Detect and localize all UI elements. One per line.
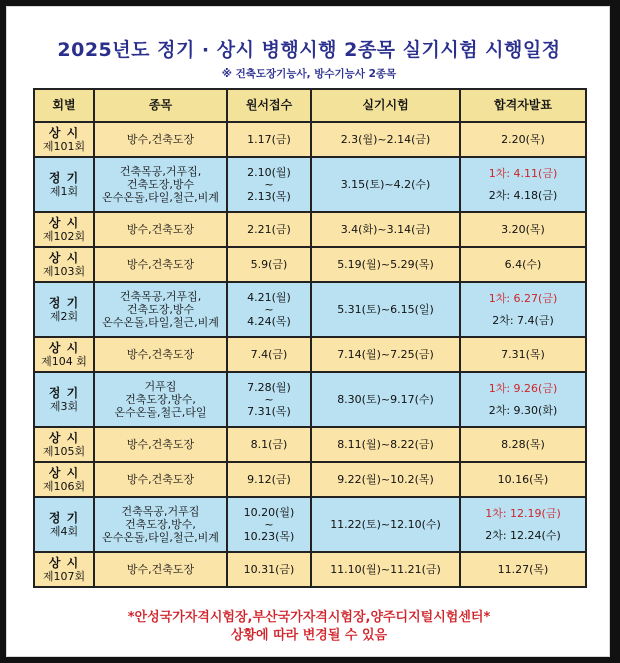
round-cell [34,212,94,247]
result-cell [460,372,586,427]
round-type: 정 기 [48,295,80,310]
subject-line: 온수온돌,타일,철근,비계 [102,191,219,204]
result-cell: 2.20(목) [460,122,586,157]
round-type: 상 시 [48,250,80,265]
exam-cell: 3.4(화)~3.14(금) [311,212,460,247]
round-type: 상 시 [48,465,80,480]
table-row [34,122,586,157]
subjects-cell [94,427,227,462]
table-row [34,337,586,372]
round-number: 제101회 [42,139,86,153]
result-cell [460,157,586,212]
second-result: 2차: 9.30(화) [488,404,558,417]
application-line: 10.20(월) [243,506,295,519]
subject-line: 방수,건축도장 [126,563,195,576]
table-row [34,462,586,497]
result-cell [460,497,586,552]
table-row [34,247,586,282]
page-title: 2025년도 정기 · 상시 병행시행 2종목 실기시험 시행일정 [57,39,561,61]
application-cell [227,337,311,372]
subjects-cell [94,157,227,212]
subject-line: 거푸집 [144,380,177,393]
exam-cell: 8.11(월)~8.22(금) [311,427,460,462]
subjects-cell [94,247,227,282]
first-result: 1차: 6.27(금) [488,292,558,305]
result-cell: 6.4(수) [460,247,586,282]
exam-cell: 8.30(토)~9.17(수) [311,372,460,427]
subjects-cell [94,122,227,157]
round-cell [34,337,94,372]
application-cell [227,462,311,497]
subject-line: 건축도장,방수 [126,303,195,316]
header-subjects: 종목 [94,89,227,122]
application-cell [227,122,311,157]
table-row [34,552,586,587]
application-line: 7.4(금) [250,348,288,361]
application-line: ~ [264,518,274,531]
subject-line: 건축도장,방수 [126,178,195,191]
application-line: 2.21(금) [247,223,291,236]
application-line: 10.31(금) [243,563,295,576]
application-line: 10.23(목) [243,530,295,543]
application-cell [227,282,311,337]
subject-line: 온수온돌,타일,철근,비계 [102,531,219,544]
round-number: 제2회 [49,309,79,323]
table-row [34,497,586,552]
header-round: 회별 [34,89,94,122]
application-line: 9.12(금) [247,473,291,486]
round-cell [34,247,94,282]
result-cell: 11.27(목) [460,552,586,587]
subjects-cell [94,282,227,337]
result-cell [460,282,586,337]
subjects-cell [94,212,227,247]
exam-cell: 2.3(월)~2.14(금) [311,122,460,157]
application-line: 7.31(목) [247,405,291,418]
round-cell [34,497,94,552]
schedule-table [33,88,587,588]
subject-line: 방수,건축도장 [126,438,195,451]
round-type: 상 시 [48,125,80,140]
first-result: 1차: 4.11(금) [488,167,558,180]
table-body [34,122,586,587]
subjects-cell [94,372,227,427]
round-number: 제1회 [49,184,79,198]
result-cell: 8.28(목) [460,427,586,462]
table-row [34,157,586,212]
application-cell [227,427,311,462]
round-cell [34,462,94,497]
second-result: 2차: 4.18(금) [488,189,558,202]
subject-line: 건축목공,거푸집 [121,505,200,518]
round-type: 상 시 [48,340,80,355]
first-result: 1차: 9.26(금) [488,382,558,395]
round-type: 정 기 [48,170,80,185]
application-line: ~ [264,178,274,191]
exam-cell: 3.15(토)~4.2(수) [311,157,460,212]
round-type: 상 시 [48,430,80,445]
application-line: 1.17(금) [247,133,291,146]
application-line: 7.28(월) [247,381,291,394]
round-number: 제3회 [49,399,79,413]
header-application: 원서접수 [227,89,311,122]
application-line: ~ [264,303,274,316]
exam-cell: 5.31(토)~6.15(일) [311,282,460,337]
second-result: 2차: 7.4(금) [492,314,554,327]
round-cell [34,282,94,337]
round-cell [34,372,94,427]
exam-cell: 7.14(월)~7.25(금) [311,337,460,372]
subject-line: 방수,건축도장 [126,223,195,236]
subjects-cell [94,462,227,497]
header-result: 합격자발표 [460,89,586,122]
round-type: 정 기 [48,510,80,525]
table-row [34,427,586,462]
subject-line: 방수,건축도장 [126,133,195,146]
page-subtitle: ※ 건축도장기능사, 방수기능사 2종목 [221,68,397,80]
footer-venues: *안성국가자격시험장,부산국가자격시험장,양주디지털시험센터* [127,610,491,625]
round-number: 제104 회 [41,354,87,368]
round-number: 제107회 [42,569,86,583]
application-line: 2.13(목) [247,190,291,203]
exam-cell: 5.19(월)~5.29(목) [311,247,460,282]
subject-line: 건축목공,거푸집, [119,165,202,178]
subjects-cell [94,552,227,587]
round-type: 정 기 [48,385,80,400]
subject-line: 건축도장,방수, [125,393,196,406]
header-exam: 실기시험 [311,89,460,122]
application-line: 5.9(금) [250,258,288,271]
subject-line: 방수,건축도장 [126,258,195,271]
round-number: 제102회 [42,229,86,243]
application-cell [227,372,311,427]
exam-cell: 9.22(월)~10.2(목) [311,462,460,497]
round-cell [34,552,94,587]
application-line: ~ [264,393,274,406]
table-row [34,282,586,337]
application-cell [227,157,311,212]
application-cell [227,497,311,552]
subjects-cell [94,497,227,552]
application-cell [227,212,311,247]
second-result: 2차: 12.24(수) [485,529,561,542]
result-cell: 10.16(목) [460,462,586,497]
application-line: 4.24(목) [247,315,291,328]
table-row [34,212,586,247]
exam-cell: 11.22(토)~12.10(수) [311,497,460,552]
round-number: 제4회 [49,524,79,538]
application-cell [227,247,311,282]
application-cell [227,552,311,587]
exam-cell: 11.10(월)~11.21(금) [311,552,460,587]
table-header-row [34,89,586,122]
round-number: 제105회 [42,444,86,458]
schedule-document [6,6,610,657]
result-cell: 7.31(목) [460,337,586,372]
round-number: 제106회 [42,479,86,493]
first-result: 1차: 12.19(금) [485,507,561,520]
subject-line: 온수온돌,타일,철근,비계 [102,316,219,329]
application-line: 2.10(월) [247,166,291,179]
subject-line: 방수,건축도장 [126,348,195,361]
round-type: 상 시 [48,215,80,230]
application-line: 8.1(금) [250,438,288,451]
round-cell [34,427,94,462]
table-row [34,372,586,427]
subject-line: 건축목공,거푸집, [119,290,202,303]
round-type: 상 시 [48,555,80,570]
subject-line: 방수,건축도장 [126,473,195,486]
result-cell: 3.20(목) [460,212,586,247]
subject-line: 건축도장,방수, [125,518,196,531]
round-cell [34,157,94,212]
subject-line: 온수온돌,철근,타일 [114,406,207,419]
subjects-cell [94,337,227,372]
application-line: 4.21(월) [247,291,291,304]
round-cell [34,122,94,157]
round-number: 제103회 [42,264,86,278]
footer-notice: 상황에 따라 변경될 수 있음 [230,628,388,643]
